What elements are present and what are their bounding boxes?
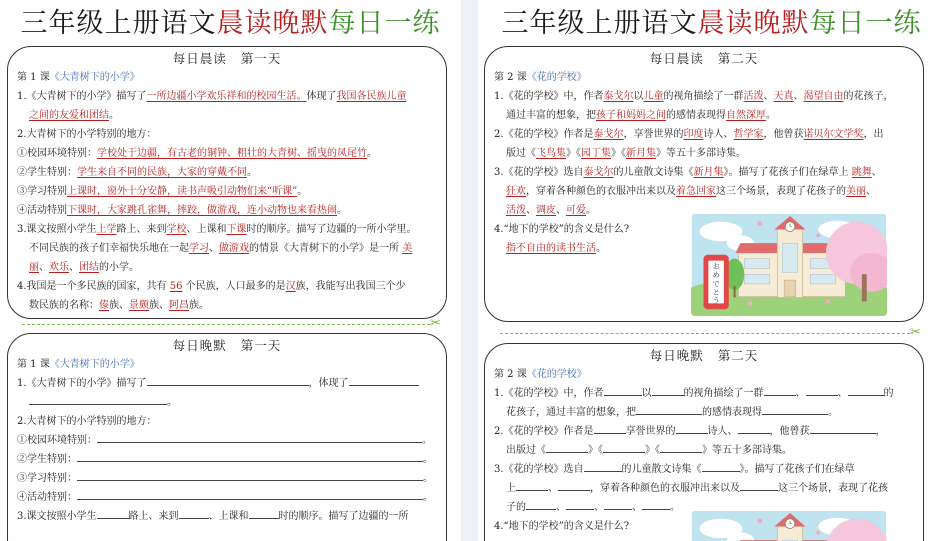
question-2-item: ③学习特别： 。 [8, 469, 446, 488]
section-heading: 每日晨读 第一天 [172, 51, 282, 66]
question-4: 4.我国是一个多民族的国家，共有 56 个民族，人口最多的是汉族，我能写出我国三个少 [17, 281, 406, 292]
question-2: 2.《花的学校》作者是 享誉世界的 诗人、 ，他曾获 ， [485, 422, 923, 441]
question-2: 2.大青树下的小学特别的地方： [17, 416, 157, 427]
section-heading: 每日晚默 第一天 [172, 338, 282, 353]
question-1: 1.《大青树下的小学》描写了一所边疆小学欢乐祥和的校园生活。体现了我国各民族儿童 [17, 91, 407, 102]
answer-blank[interactable] [702, 460, 740, 472]
answer-blank[interactable] [77, 450, 423, 462]
answer-blank[interactable] [558, 479, 590, 491]
answer-blank[interactable] [566, 498, 594, 510]
evening-dictation-box-day2: 每日晚默 第二天 第 2 课《花的学校》 1.《花的学校》中，作者 以 的视角描绘了一群 、 、 的 花孩子，通过丰富的想象，把 的感情表现得 。 2.《花的学校》作者是 享誉世界的 诗人、 ，他曾获 ， 出版过《 》《 》《 》等五十多部诗集。 3.《花的学校》选自 的儿童散文诗集《 》。描写了花孩子们在绿草 上 、 ，穿着各种颜色的衣服冲出来以及 这三个场景，表现了花孩 子的 、 、 、 。 4.“地下的学校”的含义是什么? [484, 343, 924, 541]
question-3: 3.课文按照小学生 路上、来到 、上课和 时的顺序。描写了边疆的一所 [8, 507, 446, 526]
answer-blank[interactable] [764, 384, 796, 396]
answer-blank[interactable] [806, 384, 838, 396]
scissors-icon: ✂ [910, 325, 921, 340]
lesson-label: 第 1 课《大青树下的小学》 [17, 72, 140, 83]
school-illustration [691, 511, 887, 541]
page-gutter [461, 0, 478, 541]
document-title: 三年级上册语文晨读晚默每日一练 [20, 8, 441, 39]
question-1: 1.《花的学校》中，作者 以 的视角描绘了一群 、 、 的 [485, 384, 923, 403]
answer-blank[interactable] [676, 422, 708, 434]
answer-blank[interactable] [603, 441, 645, 453]
morning-reading-box-day1: 每日晨读 第一天 第 1 课《大青树下的小学》 1.《大青树下的小学》描写了一所边疆小学欢乐祥和的校园生活。体现了我国各民族儿童 之间的友爱和团结。 2.大青树下的小学特别的地方： ①校园环境特别：学校处于边疆，有古老的铜钟、粗壮的大青树、摇曳的凤尾竹。 ②学生特别：学生来自不同的民族，大家的穿戴不同。 ③学习特别上课时，窗外十分安静，读书声吸引动物们来“听课”。 ④活动特别下课时，大家跳孔雀舞，摔跤，做游戏，连小动物也来看热闹。 3.课文按照小学生上学路上、来到学校、上课和下课时的顺序。描写了边疆的一所小学里。 不同民族的孩子们幸福快乐地在一起学习、做游戏的情景《大青树下的小学》是一所 美 丽、欢乐、团结的小学。 4.我国是一个多民族的国家，共有 56 个民族，人口最多的是汉族，我能写出我国三个少 数民族的名称：傣族、景颇族、阿昌族。 [7, 46, 447, 319]
answer-blank[interactable] [740, 479, 778, 491]
answer-blank[interactable] [526, 498, 556, 510]
school-illustration [691, 214, 887, 316]
answer-blank[interactable] [77, 469, 423, 481]
answer-blank[interactable] [97, 431, 422, 443]
lesson-label: 第 1 课《大青树下的小学》 [17, 359, 140, 370]
section-heading: 每日晚默 第二天 [649, 348, 759, 363]
question-3: 3.课文按照小学生上学路上、来到学校、上课和下课时的顺序。描写了边疆的一所小学里。 [17, 224, 417, 235]
answer-blank[interactable] [604, 384, 642, 396]
answer-blank[interactable] [77, 488, 423, 500]
answer-blank[interactable] [349, 374, 419, 386]
answer-blank[interactable] [516, 479, 548, 491]
answer-blank[interactable] [660, 441, 702, 453]
question-2: 2.大青树下的小学特别的地方： [17, 129, 157, 140]
document-title: 三年级上册语文晨读晚默每日一练 [501, 8, 922, 39]
question-1: 1.《大青树下的小学》描写了 ，体现了 [8, 374, 446, 393]
question-2: 2.《花的学校》作者是泰戈尔，享誉世界的印度诗人、哲学家，他曾获诺贝尔文学奖，出 [494, 129, 884, 140]
lesson-label: 第 2 课《花的学校》 [494, 72, 587, 83]
answer-blank[interactable] [179, 507, 209, 519]
worksheet-page-day2 [478, 0, 941, 541]
question-4: 4.“地下的学校”的含义是什么? [494, 224, 630, 235]
question-2-item: ④活动特别： 。 [8, 488, 446, 507]
question-2-item: ④活动特别下课时，大家跳孔雀舞，摔跤，做游戏，连小动物也来看热闹。 [17, 205, 347, 216]
answer-blank[interactable] [848, 384, 884, 396]
section-heading: 每日晨读 第二天 [649, 51, 759, 66]
answer-blank[interactable] [636, 403, 702, 415]
answer-blank[interactable] [546, 441, 588, 453]
answer-blank[interactable] [652, 384, 684, 396]
answer-blank[interactable] [810, 422, 876, 434]
question-2-item: ②学生特别：学生来自不同的民族，大家的穿戴不同。 [17, 167, 257, 178]
worksheet-page-day1 [0, 0, 461, 541]
question-4: 4.“地下的学校”的含义是什么? [494, 521, 630, 532]
answer-blank[interactable] [147, 374, 309, 386]
cut-line [500, 333, 910, 343]
lesson-label: 第 2 课《花的学校》 [494, 369, 587, 380]
question-2-item: ③学习特别上课时，窗外十分安静，读书声吸引动物们来“听课”。 [17, 186, 308, 197]
question-2-item: ①校园环境特别：学校处于边疆，有古老的铜钟、粗壮的大青树、摇曳的凤尾竹。 [17, 148, 377, 159]
answer-blank[interactable] [584, 460, 622, 472]
question-1: 1.《花的学校》中，作者泰戈尔以儿童的视角描绘了一群活泼、天真、渴望自由的花孩子， [494, 91, 894, 102]
answer-blank[interactable] [762, 403, 828, 415]
question-3: 3.《花的学校》选自 的儿童散文诗集《 》。描写了花孩子们在绿草 [485, 460, 923, 479]
answer-blank[interactable] [604, 498, 632, 510]
scissors-icon: ✂ [430, 316, 441, 331]
answer-blank[interactable] [249, 507, 279, 519]
answer-blank[interactable] [29, 393, 167, 405]
question-2-item: ①校园环境特别： 。 [8, 431, 446, 450]
answer-blank[interactable] [642, 498, 670, 510]
answer-blank[interactable] [738, 422, 770, 434]
question-3: 3.《花的学校》选自泰戈尔的儿童散文诗集《新月集》。描写了花孩子们在绿草上 跳舞、 [494, 167, 882, 178]
morning-reading-box-day2: 每日晨读 第二天 第 2 课《花的学校》 1.《花的学校》中，作者泰戈尔以儿童的视角描绘了一群活泼、天真、渴望自由的花孩子， 通过丰富的想象，把孩子和妈妈之间的感情表现得自然深厚。 2.《花的学校》作者是泰戈尔，享誉世界的印度诗人、哲学家，他曾获诺贝尔文学奖，出 版过《飞鸟集》《园丁集》《新月集》等五十多部诗集。 3.《花的学校》选自泰戈尔的儿童散文诗集《新月集》。描写了花孩子们在绿草上 跳舞、 狂欢，穿着各种颜色的衣服冲出来以及着急回家这三个场景，表现了花孩子的美丽、 活泼、调皮、可爱。 4.“地下的学校”的含义是什么? 指不自由的读书生活。 [484, 46, 924, 322]
answer-blank[interactable] [594, 422, 626, 434]
answer-blank[interactable] [97, 507, 129, 519]
question-2-item: ②学生特别： 。 [8, 450, 446, 469]
evening-dictation-box-day1: 每日晚默 第一天 第 1 课《大青树下的小学》 1.《大青树下的小学》描写了 ，体现了 。 2.大青树下的小学特别的地方： ①校园环境特别： 。 ②学生特别： 。 ③学习特别： 。 ④活动特别： 。 3.课文按照小学生 路上、来到 、上课和 时的顺序。描写了边疆的一所 [7, 333, 447, 541]
